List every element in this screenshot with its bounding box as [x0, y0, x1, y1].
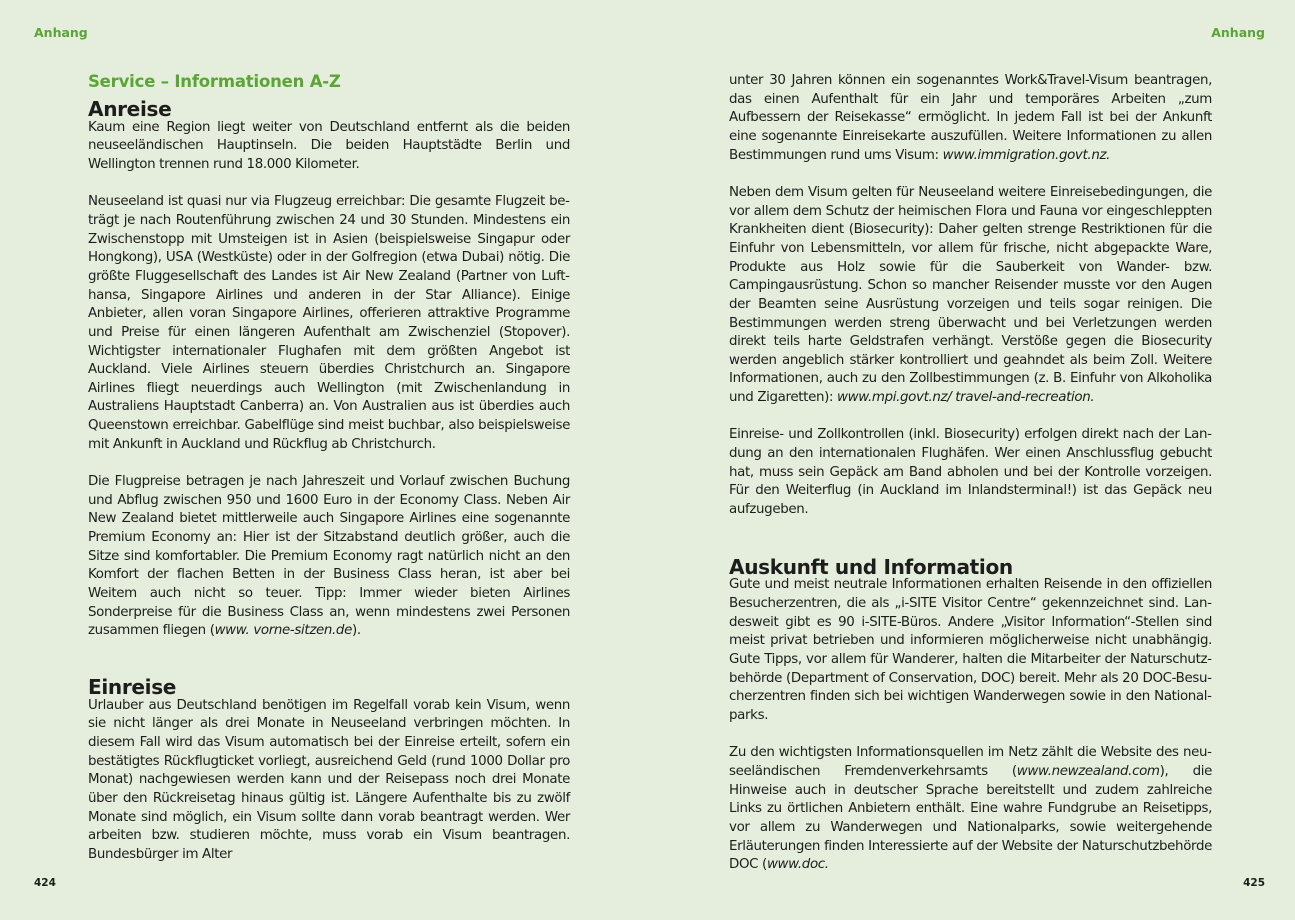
paragraph-biosecurity: [729, 184, 1212, 408]
page-number-left: 424: [34, 877, 56, 889]
page-title: Service – Informationen A-Z: [88, 72, 341, 91]
paragraph-anreise-3-text: Die Flugpreise betragen je nach Jahreszeit und Vorlauf zwischen Buchung und Abflug zwischen 950 und 1600 Euro in der Economy Class. Neben Air New Zealand bietet mittlerweile auch Singapore Airlines eine sogenannte Premium Economy an: Hier ist der Sitzabstand deutlich größer, auch die Sitze sind komfortabler. Die Premium Economy ragt natürlich nicht an den Komfort der flachen Betten in der Business Class heran, ist aber bei Weitem auch nicht so teuer. Tipp: Immer wieder bieten Airlines Sonderpreise für die Business Class an, wenn mindestens zwei Personen zusammen fliegen (: [88, 474, 570, 639]
paragraph-biosecurity-text: Neben dem Visum gelten für Neuseeland weitere Einreisebedingungen, die vor allem dem Schutz der heimischen Flora und Fauna vor eingeschleppten Krankheiten dient (Biosecurity): Daher gelten strenge Restriktionen für die Einfuhr von Lebensmitteln, vor allem für frische, nicht abgepackte Ware, Produkte aus Holz sowie für die Sauberkeit von Wander- bzw. Campingausrüstung. Schon so mancher Reisender musste vor den Augen der Beamten seine Ausrüstung vorzeigen und teils sogar reinigen. Die Bestimmungen werden streng überwacht und bei Verletzungen werden direkt teils harte Geldstrafen verhängt. Verstöße gegen die Biosecurity werden angeblich stärker kontrolliert und geahndet als beim Zoll. Weitere Informationen, auch zu den Zollbestimmungen (z. B. Einfuhr von Alkoholika und Zigaretten):: [729, 184, 1212, 406]
link-immigration[interactable]: www.immigration.govt.nz.: [942, 147, 1111, 163]
heading-anreise: Anreise: [88, 97, 172, 121]
link-newzealand[interactable]: www.newzealand.com: [1016, 763, 1160, 779]
paragraph-einreise-1: Urlauber aus Deutschland benötigen im Regelfall vorab kein Visum, wenn sie nicht länger als drei Monate in Neuseeland verbringen möchten. In diesem Fall wird das Visum automatisch bei der Einreise erteilt, sofern ein bestätigtes Rückflugticket vorliegt, ausreichend Geld (rund 1000 Dollar pro Monat) nachgewiesen werden kann und der Reisepass noch drei Monate über den Rückreisetag hinaus gültig ist. Längere Aufenthalte bis zu zwölf Monate sind möglich, ein Visum sollte dann vorab beantragt werden. Wer arbeiten bzw. studieren möchte, muss vorab ein Visum beantragen. Bundesbürger im Alter: [88, 697, 570, 862]
left-page-column: [88, 72, 570, 865]
right-page-column: [729, 72, 1212, 875]
paragraph-anreise-1: Kaum eine Region liegt weiter von Deutschland entfernt als die beiden neuseeländischen Hauptinseln. Die beiden Hauptstädte Berlin und Wellington trennen rund 18.000 Kilometer.: [88, 119, 570, 172]
paragraph-auskunft-2-b: ), die Hinweise auch in deutscher Sprache bereitstellt und zudem zahlreiche Links zu örtlichen Anbietern enthält. Eine wahre Fundgrube an Reisetipps, vor allem zu Wanderwegen und Nationalparks, sowie weitergehende Erläuterungen finden Interessierte auf der Website der Naturschutzbehörde DOC (: [729, 763, 1212, 873]
running-head-right: Anhang: [1211, 25, 1265, 40]
paragraph-auskunft-1: Gute und meist neutrale Informationen erhalten Reisende in den offiziellen Besucherzentren, die als „i-SITE Visitor Centre“ gekennzeichnet sind. Landesweit gibt es 90 i-SITE-Büros. Andere „Visitor Information“-Stellen sind meist privat betrieben und informieren möglicherweise nicht unabhängig. Gute Tipps, vor allem für Wanderer, halten die Mitarbeiter der Naturschutzbehörde (Department of Conservation, DOC) bereit. Mehr als 20 DOC-Besucherzentren finden sich bei wichtigen Wanderwegen sowie in den Nationalparks.: [729, 577, 1212, 723]
paragraph-anreise-2: Neuseeland ist quasi nur via Flugzeug erreichbar: Die gesamte Flugzeit beträgt je nach Routenführung zwischen 24 und 30 Stunden. Mindestens ein Zwischenstopp mit Umsteigen ist in Asien (beispielsweise Singapur oder Hongkong), USA (Westküste) oder in der Golfregion (etwa Dubai) nötig. Die größte Fluggesellschaft des Landes ist Air New Zealand (Partner von Lufthansa, Singapore Airlines und anderen in der Star Alliance). Einige Anbieter, allen voran Singapore Airlines, offerieren attraktive Programme und Preise für einen längeren Aufenthalt am Zwischenziel (Stopover). Wichtigster internationaler Flughafen mit dem größten Angebot ist Auckland. Viele Airlines steuern überdies Christchurch an. Singapore Airlines fliegt neuerdings auch Wellington (mit Zwischenlandung in Australiens Hauptstadt Canberra) an. Von Australien aus ist überdies auch Queenstown erreichbar. Gabelflüge sind meist buchbar, also beispielsweise mit Ankunft in Auckland und Rückflug ab Christchurch.: [88, 194, 570, 452]
link-doc[interactable]: www.doc.: [766, 857, 829, 873]
paragraph-einreise-continued-text: unter 30 Jahren können ein sogenanntes Work&Travel-Visum beantragen, das einen Aufenthalt für ein Jahr und temporäres Arbeiten „zum Aufbessern der Reisekasse“ ermöglicht. In jedem Fall ist bei der Ankunft eine sogenannte Einreisekarte auszufüllen. Weitere Informationen zu allen Bestimmungen rund ums Visum:: [729, 73, 1212, 163]
heading-einreise: Einreise: [88, 675, 177, 699]
paragraph-auskunft-2-a: Zu den wichtigsten Informationsquellen im Netz zählt die Website des neuseeländischen Fremdenverkehrsamts (: [729, 745, 1212, 779]
link-vorne-sitzen[interactable]: www. vorne-sitzen.de: [214, 623, 352, 639]
paragraph-zollkontrollen: Einreise- und Zollkontrollen (inkl. Biosecurity) erfolgen direkt nach der Landung an den internationalen Flughäfen. Wer einen Anschlussflug gebucht hat, muss sein Gepäck am Band abholen und bei der Kontrolle vorzeigen. Für den Weiterflug (in Auckland im Inlandsterminal!) ist das Gepäck neu aufzugeben.: [729, 427, 1212, 518]
running-head-left: Anhang: [34, 25, 88, 40]
paragraph-einreise-continued: [729, 72, 1212, 165]
paragraph-anreise-3: [88, 473, 570, 641]
page-number-right: 425: [1243, 877, 1265, 889]
heading-auskunft: Auskunft und Information: [729, 554, 1013, 579]
paragraph-auskunft-2: [729, 744, 1212, 875]
paragraph-anreise-3-end: ).: [351, 623, 361, 639]
link-mpi[interactable]: www.mpi.govt.nz/ travel-and-recreation.: [837, 390, 1095, 406]
